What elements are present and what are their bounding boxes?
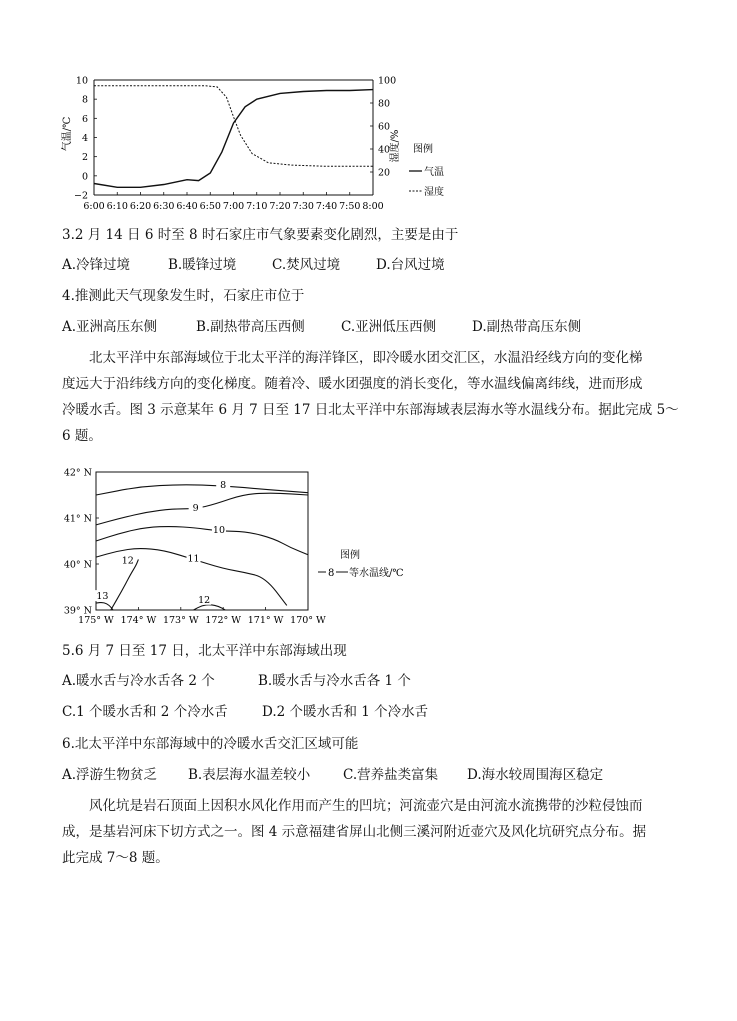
- map-legend-sample: 8: [328, 568, 335, 579]
- q3-option-c: C.焚风过境: [272, 257, 341, 273]
- x-tick-label: 7:30: [292, 201, 314, 212]
- passage-2-line: 风化坑是岩石顶面上因积水风化作用而产生的凹坑；河流壶穴是由河流水流携带的沙粒侵蚀而: [62, 798, 643, 814]
- q3-option-a: A.冷锋过境: [62, 257, 131, 273]
- isotherm-10: [96, 524, 308, 555]
- left-axis-label: 气温/℃: [62, 116, 73, 152]
- x-tick-label: 7:10: [246, 201, 268, 212]
- left-tick-label: −2: [73, 190, 88, 202]
- isotherm-12: [111, 559, 139, 610]
- map-legend-text: 等水温线/℃: [349, 568, 404, 579]
- chart-axes: [94, 80, 373, 195]
- map-legend-title: 图例: [340, 550, 360, 561]
- passage-2: [62, 793, 702, 871]
- right-tick-label: 100: [378, 75, 397, 87]
- isotherm-label: 12: [121, 555, 134, 567]
- x-tick-label: 6:40: [176, 201, 198, 212]
- isotherm-label: 12: [198, 594, 211, 606]
- isotherm-labels: [95, 479, 230, 606]
- x-tick-label: 7:20: [269, 201, 291, 212]
- x-tick-label: 7:50: [339, 201, 361, 212]
- weather-chart: [0, 0, 737, 230]
- q4-option-a: A.亚洲高压东侧: [62, 319, 158, 335]
- right-tick-label: 60: [378, 121, 391, 133]
- x-tick-label: 6:20: [129, 201, 152, 212]
- isotherm-label: 10: [212, 524, 226, 536]
- x-tick-label: 172° W: [205, 615, 242, 626]
- x-tick-label: 6:50: [199, 201, 221, 212]
- right-axis-label: 湿度/%: [390, 129, 401, 163]
- isotherm-label: 8: [220, 479, 227, 491]
- question-4-stem: 4.推测此天气现象发生时，石家庄市位于: [62, 288, 305, 304]
- isotherm-label: 13: [96, 591, 109, 603]
- x-tick-labels: [83, 201, 383, 212]
- passage-1-line: 北太平洋中东部海域位于北太平洋的海洋锋区，即冷暖水团交汇区，水温沿经线方向的变化梯: [62, 350, 643, 366]
- q4-option-b: B.副热带高压西侧: [196, 319, 305, 335]
- left-tick-label: 4: [81, 133, 88, 144]
- x-tick-label: 6:30: [153, 201, 175, 212]
- q5-option-d: D.2 个暖水舌和 1 个冷水舌: [262, 704, 429, 720]
- isotherm-label: 9: [192, 502, 199, 514]
- chart-frame: [94, 80, 373, 195]
- left-tick-label: 6: [81, 113, 88, 125]
- q4-option-c: C.亚洲低压西侧: [341, 319, 437, 335]
- q6-option-c: C.营养盐类富集: [343, 767, 439, 783]
- passage-1-line: 冷暖水舌。图 3 示意某年 6 月 7 日至 17 日北太平洋中东部海域表层海水等水温线分布。据此完成 5～: [62, 402, 679, 418]
- passage-1-line: 度远大于沿纬线方向的变化梯度。随着冷、暖水团强度的消长变化，等水温线偏离纬线，进而形成: [62, 376, 643, 392]
- x-tick-label: 6:00: [83, 201, 105, 212]
- isotherm-label: 11: [187, 553, 200, 565]
- right-tick-label: 40: [378, 144, 391, 156]
- q3-option-b: B.暖锋过境: [168, 257, 237, 273]
- q3-option-d: D.台风过境: [376, 257, 445, 273]
- passage-1: [62, 345, 702, 449]
- isotherm-map: [0, 462, 737, 632]
- legend-temp-label: 气温: [424, 167, 444, 178]
- left-tick-label: 8: [81, 94, 88, 106]
- x-tick-label: 174° W: [120, 615, 157, 626]
- passage-2-line: 成，是基岩河床下切方式之一。图 4 示意福建省屏山北侧三溪河附近壶穴及风化坑研究点分布。据: [62, 824, 647, 840]
- q6-option-a: A.浮游生物贫乏: [62, 767, 158, 783]
- y-tick-label: 41° N: [63, 513, 92, 525]
- q4-option-d: D.副热带高压东侧: [472, 319, 582, 335]
- passage-1-line: 6 题。: [62, 428, 102, 444]
- left-tick-label: 0: [81, 171, 88, 183]
- x-tick-label: 6:10: [106, 201, 128, 212]
- chart-series: [94, 86, 373, 188]
- q5-option-a: A.暖水舌与冷水舌各 2 个: [62, 673, 215, 689]
- question-5-stem: 5.6 月 7 日至 17 日，北太平洋中东部海域出现: [62, 643, 347, 659]
- legend-title: 图例: [413, 144, 433, 155]
- question-3-stem: 3.2 月 14 日 6 时至 8 时石家庄市气象要素变化剧烈，主要是由于: [62, 227, 459, 243]
- x-tick-label: 7:00: [222, 201, 245, 212]
- y-tick-label: 39° N: [63, 605, 92, 617]
- q5-option-b: B.暖水舌与冷水舌各 1 个: [258, 673, 411, 689]
- left-tick-labels: [74, 76, 88, 202]
- x-tick-label: 171° W: [247, 615, 284, 626]
- x-tick-label: 7:40: [315, 201, 338, 212]
- x-tick-label: 8:00: [362, 201, 384, 212]
- passage-2-line: 此完成 7～8 题。: [62, 850, 169, 866]
- left-tick-label: 10: [75, 75, 88, 87]
- isotherm-13: [96, 603, 113, 610]
- q6-option-d: D.海水较周围海区稳定: [467, 767, 604, 783]
- y-tick-label: 42° N: [63, 467, 92, 479]
- temperature-line: [94, 90, 373, 188]
- x-tick-label: 170° W: [290, 615, 326, 626]
- left-tick-label: 2: [81, 152, 88, 164]
- x-tick-label: 175° W: [78, 615, 114, 626]
- right-tick-label: 20: [378, 167, 391, 179]
- right-tick-label: 80: [378, 98, 391, 110]
- y-tick-label: 40° N: [63, 559, 92, 571]
- q5-option-c: C.1 个暖水舌和 2 个冷水舌: [62, 704, 228, 720]
- q6-option-b: B.表层海水温差较小: [188, 767, 311, 783]
- x-tick-label: 173° W: [162, 615, 199, 626]
- legend-humidity-label: 湿度: [424, 187, 444, 198]
- humidity-line: [94, 86, 373, 167]
- question-6-stem: 6.北太平洋中东部海域中的冷暖水舌交汇区域可能: [62, 736, 359, 752]
